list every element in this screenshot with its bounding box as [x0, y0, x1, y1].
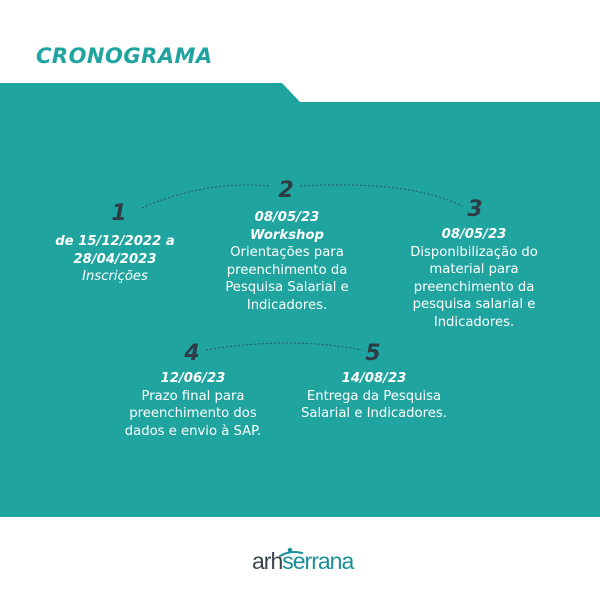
step-3-text: [393, 226, 555, 331]
step-2-number: 2: [278, 178, 294, 203]
logo-text-serrana: serrana: [282, 548, 354, 574]
step-5-label: Entrega da Pesquisa Salarial e Indicadores.: [301, 388, 447, 421]
step-5-date: 14/08/23: [341, 371, 407, 386]
step-1-text: [50, 233, 180, 286]
logo-text-arh: arh: [252, 548, 283, 574]
step-3-label: Disponibilização do material para preenchimento da pesquisa salarial e Indicadores.: [410, 244, 538, 330]
arhserrana-logo: [252, 546, 354, 578]
step-4-label: Prazo final para preenchimento dos dados e envio à SAP.: [124, 388, 262, 439]
step-2-subtitle: Workshop: [250, 227, 324, 243]
step-1-number: 1: [111, 201, 127, 226]
step-4-text: [118, 370, 268, 440]
step-1-label: Inscrições: [82, 269, 148, 284]
step-1-date: de 15/12/2022 a 28/04/2023: [55, 234, 175, 267]
logo-text: [252, 548, 353, 575]
step-5-number: 5: [365, 341, 381, 366]
step-3-number: 3: [467, 197, 483, 222]
step-2-date: 08/05/23: [254, 210, 320, 225]
step-4-number: 4: [184, 341, 200, 366]
page-title: CRONOGRAMA: [36, 44, 213, 68]
step-3-date: 08/05/23: [441, 227, 507, 242]
step-2-text: [212, 209, 362, 314]
step-2-label: Orientações para preenchimento da Pesquisa Salarial e Indicadores.: [225, 245, 349, 313]
step-4-date: 12/06/23: [160, 371, 226, 386]
step-5-text: [293, 370, 455, 423]
